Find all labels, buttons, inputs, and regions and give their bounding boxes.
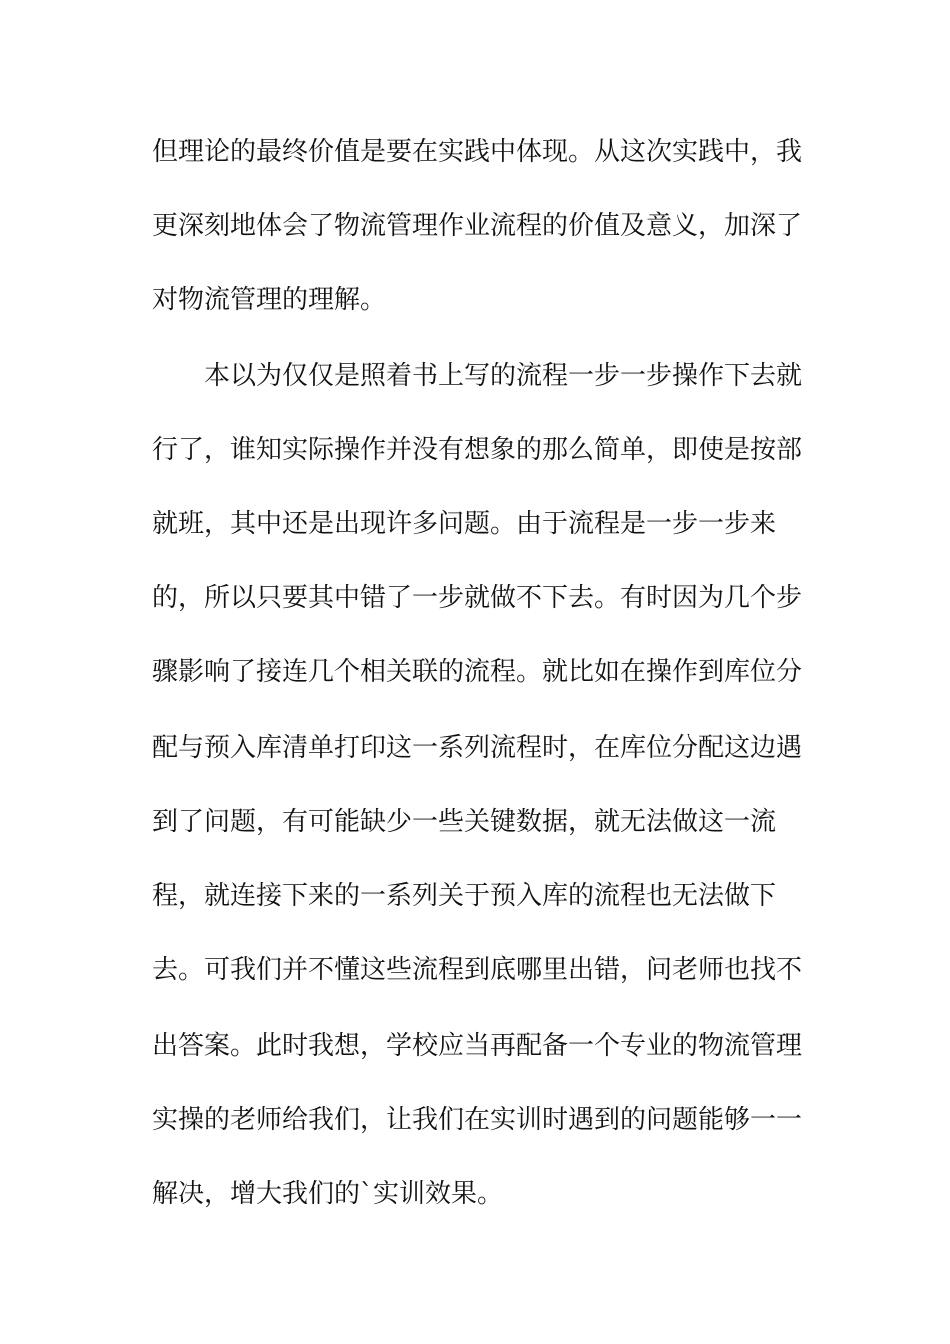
text-line-14: 实操的老师给我们，让我们在实训时遇到的问题能够一一 bbox=[152, 1105, 803, 1135]
text-line-15: 解决，增大我们的`实训效果。 bbox=[152, 1179, 504, 1209]
text-line-1: 但理论的最终价值是要在实践中体现。从这次实践中，我 bbox=[152, 137, 803, 167]
text-line-7: 的，所以只要其中错了一步就做不下去。有时因为几个步 bbox=[152, 583, 803, 613]
text-line-6: 就班，其中还是出现许多问题。由于流程是一步一步来 bbox=[152, 509, 777, 539]
text-line-5: 行了，谁知实际操作并没有想象的那么简单，即使是按部 bbox=[152, 435, 803, 465]
text-line-3: 对物流管理的理解。 bbox=[152, 285, 387, 315]
text-line-12: 去。可我们并不懂这些流程到底哪里出错，问老师也找不 bbox=[152, 955, 803, 985]
text-line-11: 程，就连接下来的一系列关于预入库的流程也无法做下 bbox=[152, 881, 777, 911]
text-line-8: 骤影响了接连几个相关联的流程。就比如在操作到库位分 bbox=[152, 657, 803, 687]
text-line-4: 本以为仅仅是照着书上写的流程一步一步操作下去就 bbox=[204, 361, 803, 391]
text-line-2: 更深刻地体会了物流管理作业流程的价值及意义，加深了 bbox=[152, 211, 803, 241]
text-line-9: 配与预入库清单打印这一系列流程时，在库位分配这边遇 bbox=[152, 733, 803, 763]
text-line-10: 到了问题，有可能缺少一些关键数据，就无法做这一流 bbox=[152, 807, 777, 837]
text-line-13: 出答案。此时我想，学校应当再配备一个专业的物流管理 bbox=[152, 1031, 803, 1061]
